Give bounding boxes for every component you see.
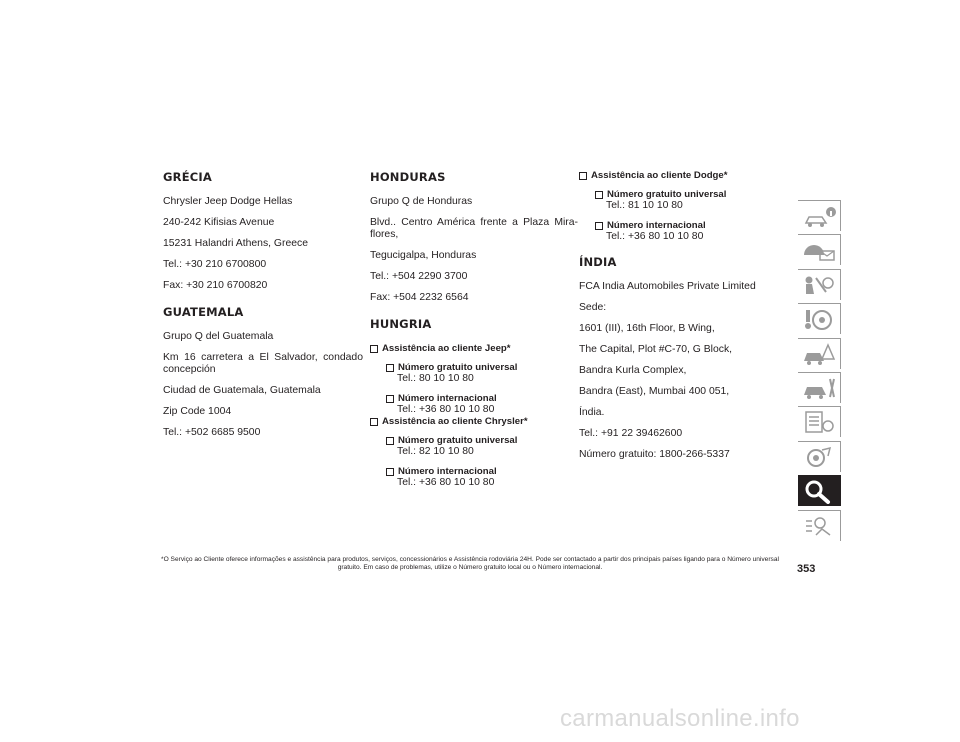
column-1 (163, 170, 363, 448)
jeep-free-label: Número gratuito universal (386, 362, 578, 373)
chrysler-free-label: Número gratuito universal (386, 435, 578, 446)
honduras-line: Tel.: +504 2290 3700 (370, 271, 468, 282)
checkbox-square-icon (370, 345, 378, 353)
chapter-tabs (798, 200, 841, 544)
chrysler-free-tel: Tel.: 82 10 10 80 (397, 446, 474, 457)
tab-index-search[interactable] (798, 475, 841, 506)
dodge-free-tel: Tel.: 81 10 10 80 (606, 200, 683, 211)
tab-dashboard[interactable] (798, 234, 841, 265)
india-line: Bandra (East), Mumbai 400 051, (579, 386, 730, 397)
honduras-line: Grupo Q de Honduras (370, 196, 473, 207)
honduras-line: Fax: +504 2232 6564 (370, 292, 469, 303)
column-3 (579, 170, 779, 470)
chrysler-assistance (370, 416, 578, 427)
index-language-icon (800, 513, 838, 539)
honduras-line: Blvd.. Centro América frente a Plaza Mira-flores, (370, 217, 578, 240)
greece-line: Fax: +30 210 6700820 (163, 280, 268, 291)
dodge-free-label: Número gratuito universal (595, 189, 779, 200)
spec-list-icon (800, 409, 838, 435)
tab-car-info[interactable] (798, 200, 841, 231)
greece-line: Chrysler Jeep Dodge Hellas (163, 196, 293, 207)
tab-starting-driving[interactable] (798, 303, 841, 334)
india-line: Sede: (579, 302, 607, 313)
guatemala-line: Tel.: +502 6685 9500 (163, 427, 261, 438)
heading-india: ÍNDIA (579, 255, 617, 269)
checkbox-square-icon (579, 172, 587, 180)
guatemala-line: Km 16 carretera a El Salvador, condado concepción (163, 352, 363, 375)
guatemala-line: Zip Code 1004 (163, 406, 232, 417)
jeep-intl-tel: Tel.: +36 80 10 10 80 (397, 404, 495, 415)
jeep-intl-number (370, 393, 578, 416)
dodge-intl-tel: Tel.: +36 80 10 10 80 (606, 231, 704, 242)
chrysler-intl-label: Número internacional (386, 466, 578, 477)
chrysler-intl-tel: Tel.: +36 80 10 10 80 (397, 477, 495, 488)
greece-line: 240-242 Kifisias Avenue (163, 217, 275, 228)
chrysler-assistance-label: Assistência ao cliente Chrysler* (370, 416, 578, 427)
chrysler-intl-number (370, 466, 578, 489)
guatemala-line: Grupo Q del Guatemala (163, 331, 274, 342)
dashboard-mail-icon (800, 237, 838, 263)
greece-line: Tel.: +30 210 6700800 (163, 259, 267, 270)
tab-emergency[interactable] (798, 338, 841, 369)
honduras-line: Tegucigalpa, Honduras (370, 250, 477, 261)
tab-specifications[interactable] (798, 406, 841, 437)
airbag-safety-icon (800, 272, 838, 298)
car-breakdown-icon (800, 341, 838, 367)
dodge-assistance (579, 170, 779, 181)
checkbox-square-icon (370, 418, 378, 426)
india-line: Tel.: +91 22 39462600 (579, 428, 683, 439)
india-line: Número gratuito: 1800-266-5337 (579, 449, 730, 460)
heading-honduras: HONDURAS (370, 170, 446, 184)
page-number: 353 (797, 563, 816, 575)
dodge-intl-number (579, 220, 779, 243)
steering-wheel-icon (800, 306, 838, 332)
india-line: FCA India Automobiles Private Limited (579, 281, 756, 292)
checkbox-square-icon (595, 191, 603, 199)
jeep-assistance-label: Assistência ao cliente Jeep* (370, 343, 578, 354)
watermark: carmanualsonline.info (560, 705, 800, 732)
heading-guatemala: GUATEMALA (163, 305, 244, 319)
checkbox-square-icon (386, 364, 394, 372)
tab-servicing[interactable] (798, 372, 841, 403)
heading-greece: GRÉCIA (163, 170, 212, 184)
india-line: The Capital, Plot #C-70, G Block, (579, 344, 733, 355)
india-line: Bandra Kurla Complex, (579, 365, 687, 376)
car-service-icon (800, 375, 838, 401)
dodge-assistance-label: Assistência ao cliente Dodge* (579, 170, 779, 181)
tab-multimedia[interactable] (798, 441, 841, 472)
guatemala-line: Ciudad de Guatemala, Guatemala (163, 385, 321, 396)
footnote: *O Serviço ao Cliente oferece informações e assistência para produtos, serviços, concessionários e Assistência rodoviária 24H. Pode ser contactado a partir dos principais países ligando para o Número universal gratuito. Em caso de problemas, utilize o Número gratuito local ou o Número internacional. (161, 556, 779, 571)
jeep-free-tel: Tel.: 80 10 10 80 (397, 373, 474, 384)
jeep-assistance (370, 343, 578, 354)
india-line: 1601 (III), 16th Floor, B Wing, (579, 323, 715, 334)
jeep-free-number (370, 362, 578, 385)
greece-line: 15231 Halandri Athens, Greece (163, 238, 308, 249)
tab-safety[interactable] (798, 269, 841, 300)
jeep-intl-label: Número internacional (386, 393, 578, 404)
checkbox-square-icon (386, 437, 394, 445)
search-icon (800, 478, 838, 504)
dodge-free-number (579, 189, 779, 212)
car-info-icon (800, 203, 838, 229)
heading-hungary: HUNGRIA (370, 317, 432, 331)
india-line: Índia. (579, 407, 605, 418)
checkbox-square-icon (595, 222, 603, 230)
multimedia-icon (800, 444, 838, 470)
tab-language[interactable] (798, 510, 841, 541)
dodge-intl-label: Número internacional (595, 220, 779, 231)
checkbox-square-icon (386, 395, 394, 403)
column-2 (370, 170, 578, 489)
checkbox-square-icon (386, 468, 394, 476)
chrysler-free-number (370, 435, 578, 458)
